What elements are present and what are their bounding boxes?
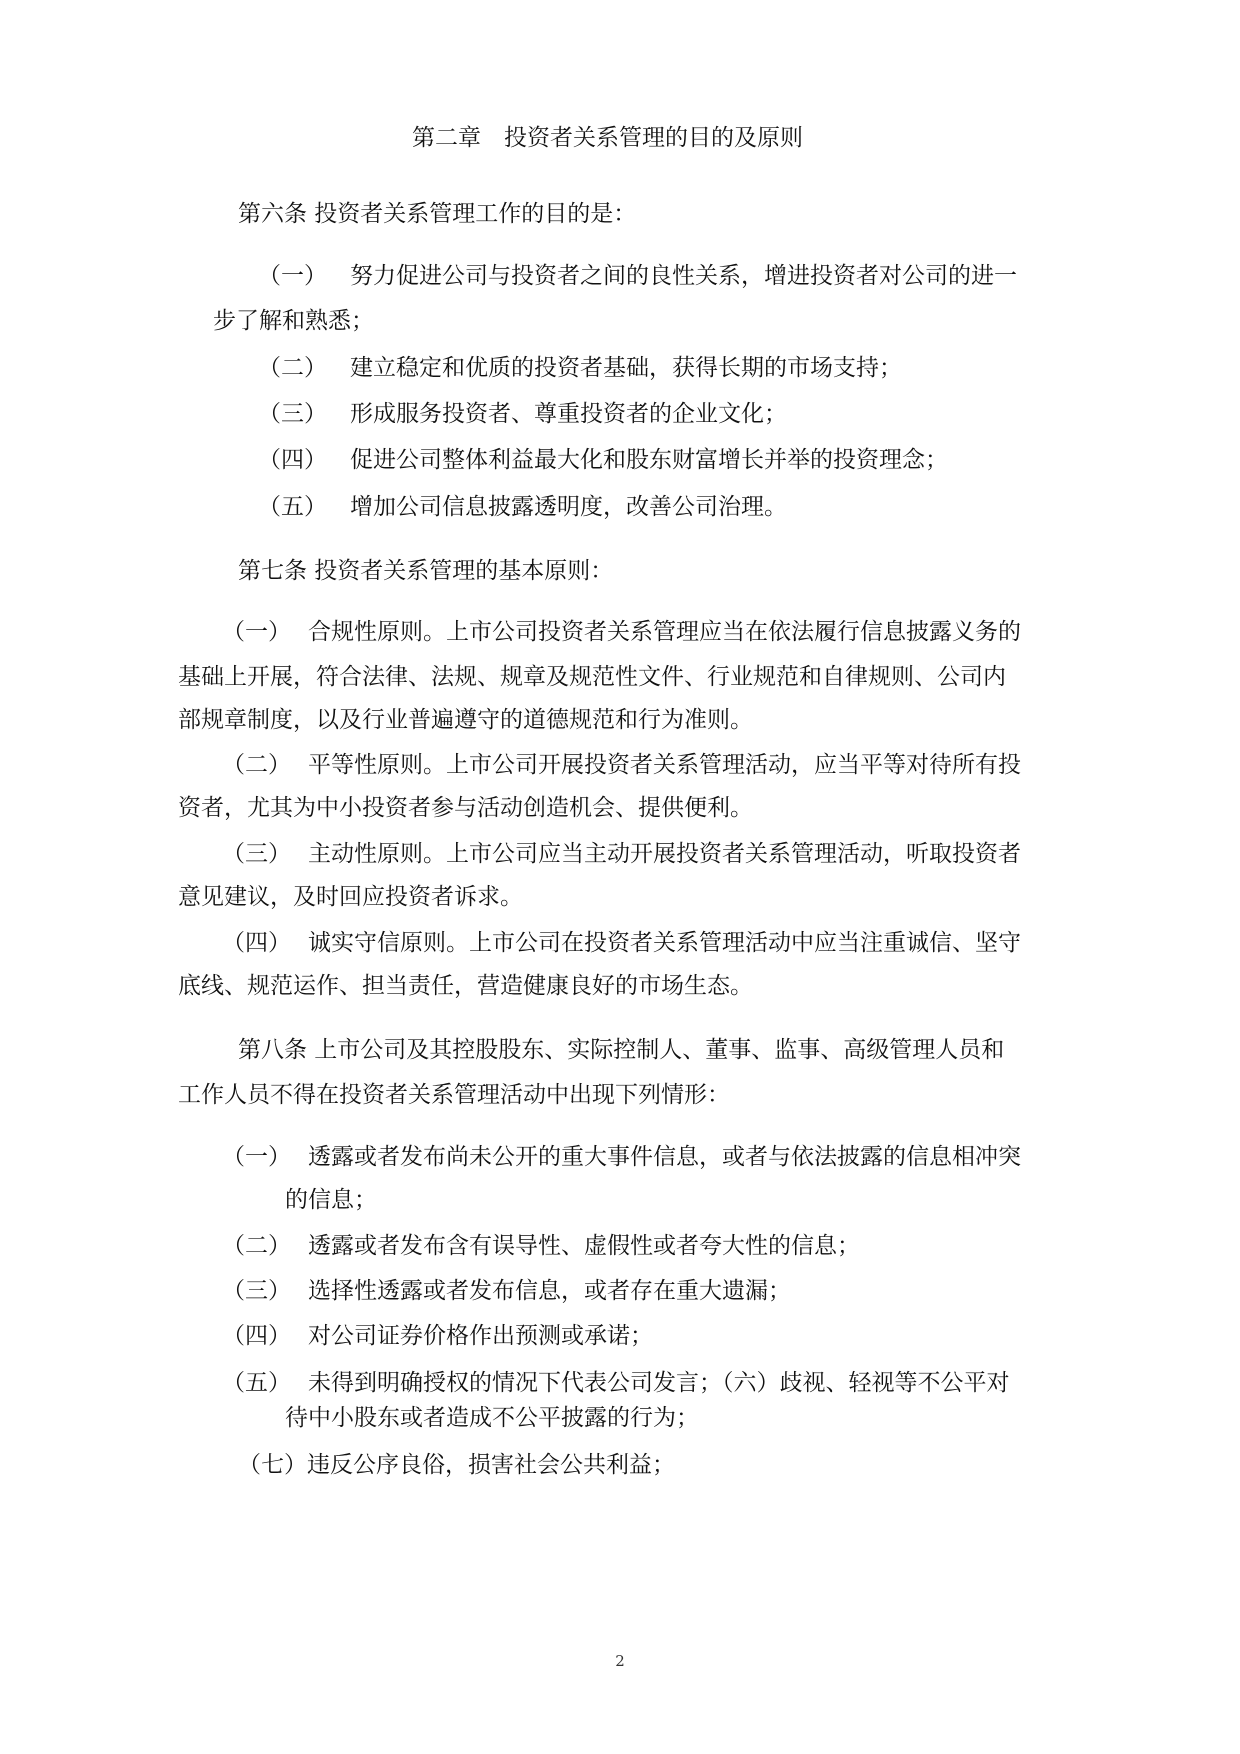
- article-8-item-5-text-cont: 待中小股东或者造成不公平披露的行为；: [285, 1405, 699, 1431]
- article-7-item-1-text: 合规性原则。上市公司投资者关系管理应当在依法履行信息披露义务的: [308, 619, 1021, 645]
- article-6-item-5-number: （五）: [258, 494, 327, 520]
- article-8-item-2-number: （二）: [222, 1233, 291, 1259]
- article-8-item-3-number: （三）: [222, 1278, 291, 1304]
- article-7-heading: 第七条 投资者关系管理的基本原则：: [238, 558, 614, 584]
- article-6-item-5-text: 增加公司信息披露透明度，改善公司治理。: [350, 494, 787, 520]
- article-6-item-4-text: 促进公司整体利益最大化和股东财富增长并举的投资理念；: [350, 447, 948, 473]
- article-8-item-5-number: （五）: [222, 1370, 291, 1396]
- article-8-item-1-number: （一）: [222, 1144, 291, 1170]
- article-6-item-2-text: 建立稳定和优质的投资者基础，获得长期的市场支持；: [350, 355, 902, 381]
- article-7-item-3-number: （三）: [222, 841, 291, 867]
- article-7-item-4-number: （四）: [222, 930, 291, 956]
- chapter-title: 第二章 投资者关系管理的目的及原则: [412, 125, 803, 151]
- article-7-item-1-text-cont: 基础上开展，符合法律、法规、规章及规范性文件、行业规范和自律规则、公司内: [178, 664, 1006, 690]
- article-6-item-1-number: （一）: [258, 263, 327, 289]
- article-6-item-3-number: （三）: [258, 401, 327, 427]
- article-8-item-7-text: （七）违反公序良俗，损害社会公共利益；: [238, 1452, 675, 1478]
- article-7-item-4-text: 诚实守信原则。上市公司在投资者关系管理活动中应当注重诚信、坚守: [308, 930, 1021, 956]
- article-8-item-1-text: 透露或者发布尚未公开的重大事件信息，或者与依法披露的信息相冲突: [308, 1144, 1021, 1170]
- article-7-item-3-text-cont: 意见建议，及时回应投资者诉求。: [178, 884, 523, 910]
- article-7-item-1-number: （一）: [222, 619, 291, 645]
- article-6-heading: 第六条 投资者关系管理工作的目的是：: [238, 201, 637, 227]
- article-8-item-4-number: （四）: [222, 1323, 291, 1349]
- article-6-item-4-number: （四）: [258, 447, 327, 473]
- article-7-item-2-text-cont: 资者，尤其为中小投资者参与活动创造机会、提供便利。: [178, 795, 753, 821]
- article-6-item-1-text: 努力促进公司与投资者之间的良性关系，增进投资者对公司的进一: [350, 263, 1017, 289]
- article-8-item-5-text: 未得到明确授权的情况下代表公司发言；（六）歧视、轻视等不公平对: [308, 1370, 1010, 1396]
- article-7-item-2-text: 平等性原则。上市公司开展投资者关系管理活动，应当平等对待所有投: [308, 752, 1021, 778]
- article-8-item-2-text: 透露或者发布含有误导性、虚假性或者夸大性的信息；: [308, 1233, 860, 1259]
- article-8-heading-cont: 工作人员不得在投资者关系管理活动中出现下列情形：: [178, 1082, 730, 1108]
- article-7-item-1-text-cont-2: 部规章制度，以及行业普遍遵守的道德规范和行为准则。: [178, 707, 753, 733]
- article-6-item-1-text-cont: 步了解和熟悉；: [213, 308, 374, 334]
- article-8-heading: 第八条 上市公司及其控股股东、实际控制人、董事、监事、高级管理人员和: [238, 1037, 1005, 1063]
- article-7-item-4-text-cont: 底线、规范运作、担当责任，营造健康良好的市场生态。: [178, 973, 753, 999]
- article-8-item-1-text-cont: 的信息；: [285, 1187, 377, 1213]
- article-6-item-2-number: （二）: [258, 355, 327, 381]
- article-7-item-2-number: （二）: [222, 752, 291, 778]
- article-7-item-3-text: 主动性原则。上市公司应当主动开展投资者关系管理活动，听取投资者: [308, 841, 1021, 867]
- article-8-item-4-text: 对公司证券价格作出预测或承诺；: [308, 1323, 653, 1349]
- article-8-item-3-text: 选择性透露或者发布信息，或者存在重大遗漏；: [308, 1278, 791, 1304]
- article-6-item-3-text: 形成服务投资者、尊重投资者的企业文化；: [350, 401, 787, 427]
- page-number: 2: [615, 1652, 625, 1670]
